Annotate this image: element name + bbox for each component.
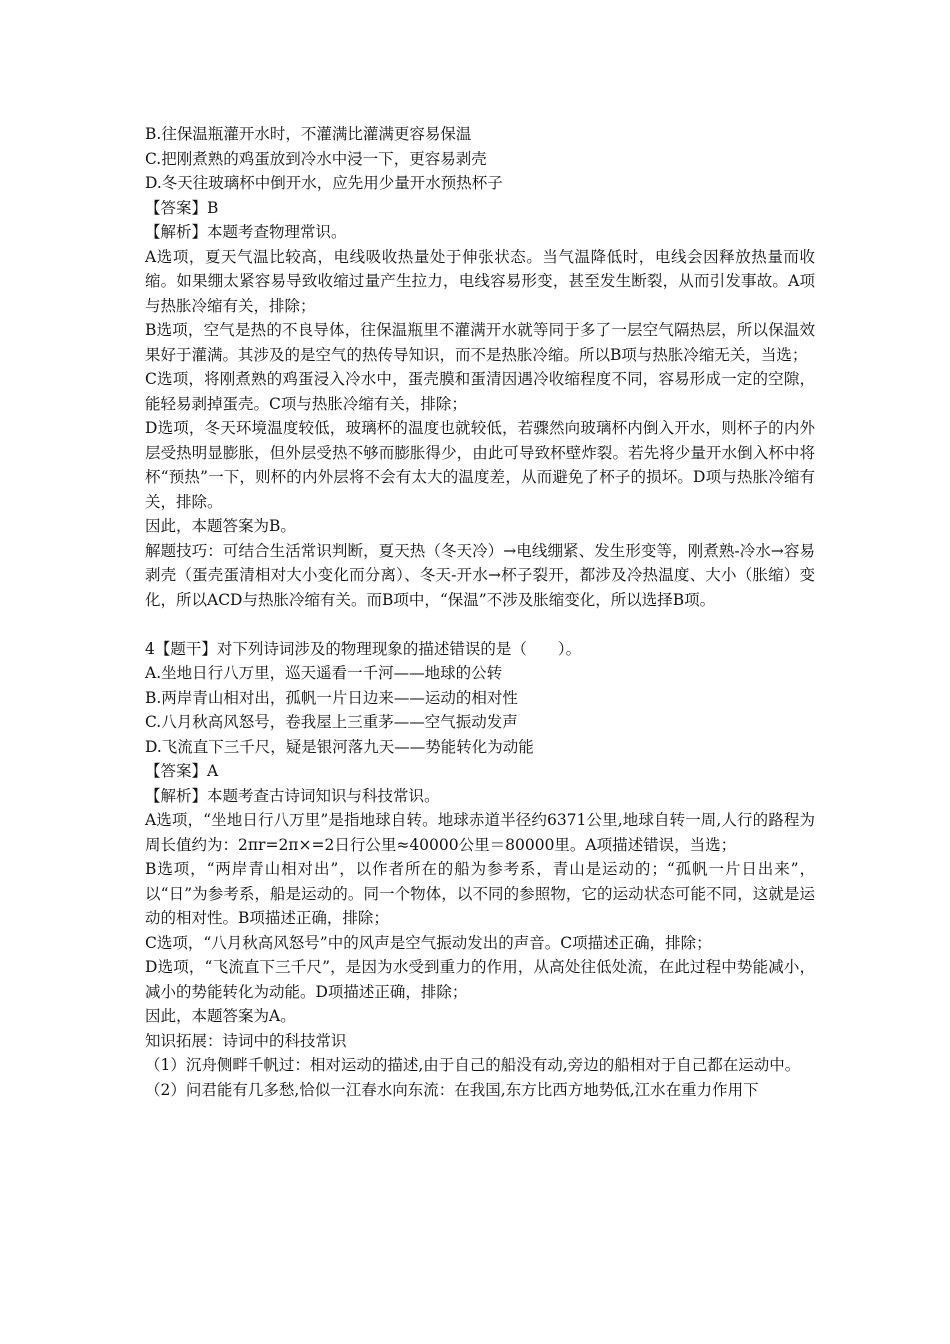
q4-analysis-a: A选项，“坐地日行八万里”是指地球自转。地球赤道半径约6371公里,地球自转一周,人行的路程为周长值约为：2πr=2π×=2日行公里≈40000公里＝80000里。A项描述错误，当选；	[145, 811, 815, 854]
q4-analysis-d: D选项，“飞流直下三千尺”，是因为水受到重力的作用，从高处往低处流，在此过程中势能减小，减小的势能转化为动能。D项描述正确，排除；	[145, 958, 815, 1001]
q4-extension-2: （2）问君能有几多愁,恰似一江春水向东流：在我国,东方比西方地势低,江水在重力作用下	[145, 1080, 759, 1099]
q3-option-b: B.往保温瓶灌开水时，不灌满比灌满更容易保温	[145, 125, 472, 143]
q4-option-b: B.两岸青山相对出，孤帆一片日边来——运动的相对性	[145, 688, 518, 707]
q3-analysis-intro: 【解析】本题考查物理常识。	[145, 223, 347, 241]
q4-extension-1: （1）沉舟侧畔千帆过：相对运动的描述,由于自己的船没有动,旁边的船相对于自己都在运动中。	[145, 1056, 801, 1074]
q3-option-c: C.把刚煮熟的鸡蛋放到冷水中浸一下，更容易剥壳	[145, 149, 487, 168]
q4-stem: 4【题干】对下列诗词涉及的物理现象的描述错误的是（ ）。	[145, 639, 582, 658]
q3-answer: 【答案】B	[145, 198, 219, 217]
q4-analysis-intro: 【解析】本题考查古诗词知识与科技常识。	[145, 786, 440, 805]
q3-option-d: D.冬天往玻璃杯中倒开水，应先用少量开水预热杯子	[145, 174, 503, 192]
q4-option-c: C.八月秋高风怒号，卷我屋上三重茅——空气振动发声	[145, 713, 518, 731]
q4-option-d: D.飞流直下三千尺，疑是银河落九天——势能转化为动能	[145, 737, 534, 756]
q4-conclusion: 因此，本题答案为A。	[145, 1007, 296, 1025]
q3-analysis-a: A选项，夏天气温比较高，电线吸收热量处于伸张状态。当气温降低时，电线会因释放热量而收缩。如果绷太紧容易导致收缩过量产生拉力，电线容易形变，甚至发生断裂，从而引发事故。A项与热胀冷缩有关，排除；	[145, 247, 815, 315]
document-body	[145, 122, 815, 1102]
q3-analysis-b: B选项，空气是热的不良导体，往保温瓶里不灌满开水就等同于多了一层空气隔热层，所以保温效果好于灌满。其涉及的是空气的热传导知识，而不是热胀冷缩。所以B项与热胀冷缩无关，当选；	[145, 321, 815, 364]
q4-analysis-b: B选项，“两岸青山相对出”，以作者所在的船为参考系，青山是运动的；“孤帆一片日出来”，以“日”为参考系，船是运动的。同一个物体，以不同的参照物，它的运动状态可能不同，这就是运动的相对性。B项描述正确，排除；	[145, 860, 815, 927]
q4-option-a: A.坐地日行八万里，巡天遥看一千河——地球的公转	[145, 664, 503, 682]
q4-extension-title: 知识拓展：诗词中的科技常识	[145, 1031, 347, 1050]
q3-analysis-c: C选项，将刚煮熟的鸡蛋浸入冷水中，蛋壳膜和蛋清因遇冷收缩程度不同，容易形成一定的空隙，能轻易剥掉蛋壳。C项与热胀冷缩有关，排除；	[145, 370, 815, 413]
paragraph-gap	[145, 612, 815, 637]
q3-tip: 解题技巧：可结合生活常识判断，夏天热（冬天冷）→电线绷紧、发生形变等，刚煮熟-冷水→容易剥壳（蛋壳蛋清相对大小变化而分离）、冬天-开水→杯子裂开，都涉及冷热温度、大小（胀缩）变化，所以ACD与热胀冷缩有关。而B项中，“保温”不涉及胀缩变化，所以选择B项。	[145, 541, 815, 609]
q3-conclusion: 因此，本题答案为B。	[145, 517, 296, 535]
q4-answer: 【答案】A	[145, 762, 219, 780]
q3-analysis-d: D选项，冬天环境温度较低，玻璃杯的温度也就较低，若骤然向玻璃杯内倒入开水，则杯子的内外层受热明显膨胀，但外层受热不够而膨胀得少，由此可导致杯壁炸裂。若先将少量开水倒入杯中将杯“预热”一下，则杯的内外层将不会有太大的温度差，从而避免了杯子的损坏。D项与热胀冷缩有关，排除。	[145, 419, 815, 511]
q4-analysis-c: C选项，“八月秋高风怒号”中的风声是空气振动发出的声音。C项描述正确，排除；	[145, 933, 712, 952]
